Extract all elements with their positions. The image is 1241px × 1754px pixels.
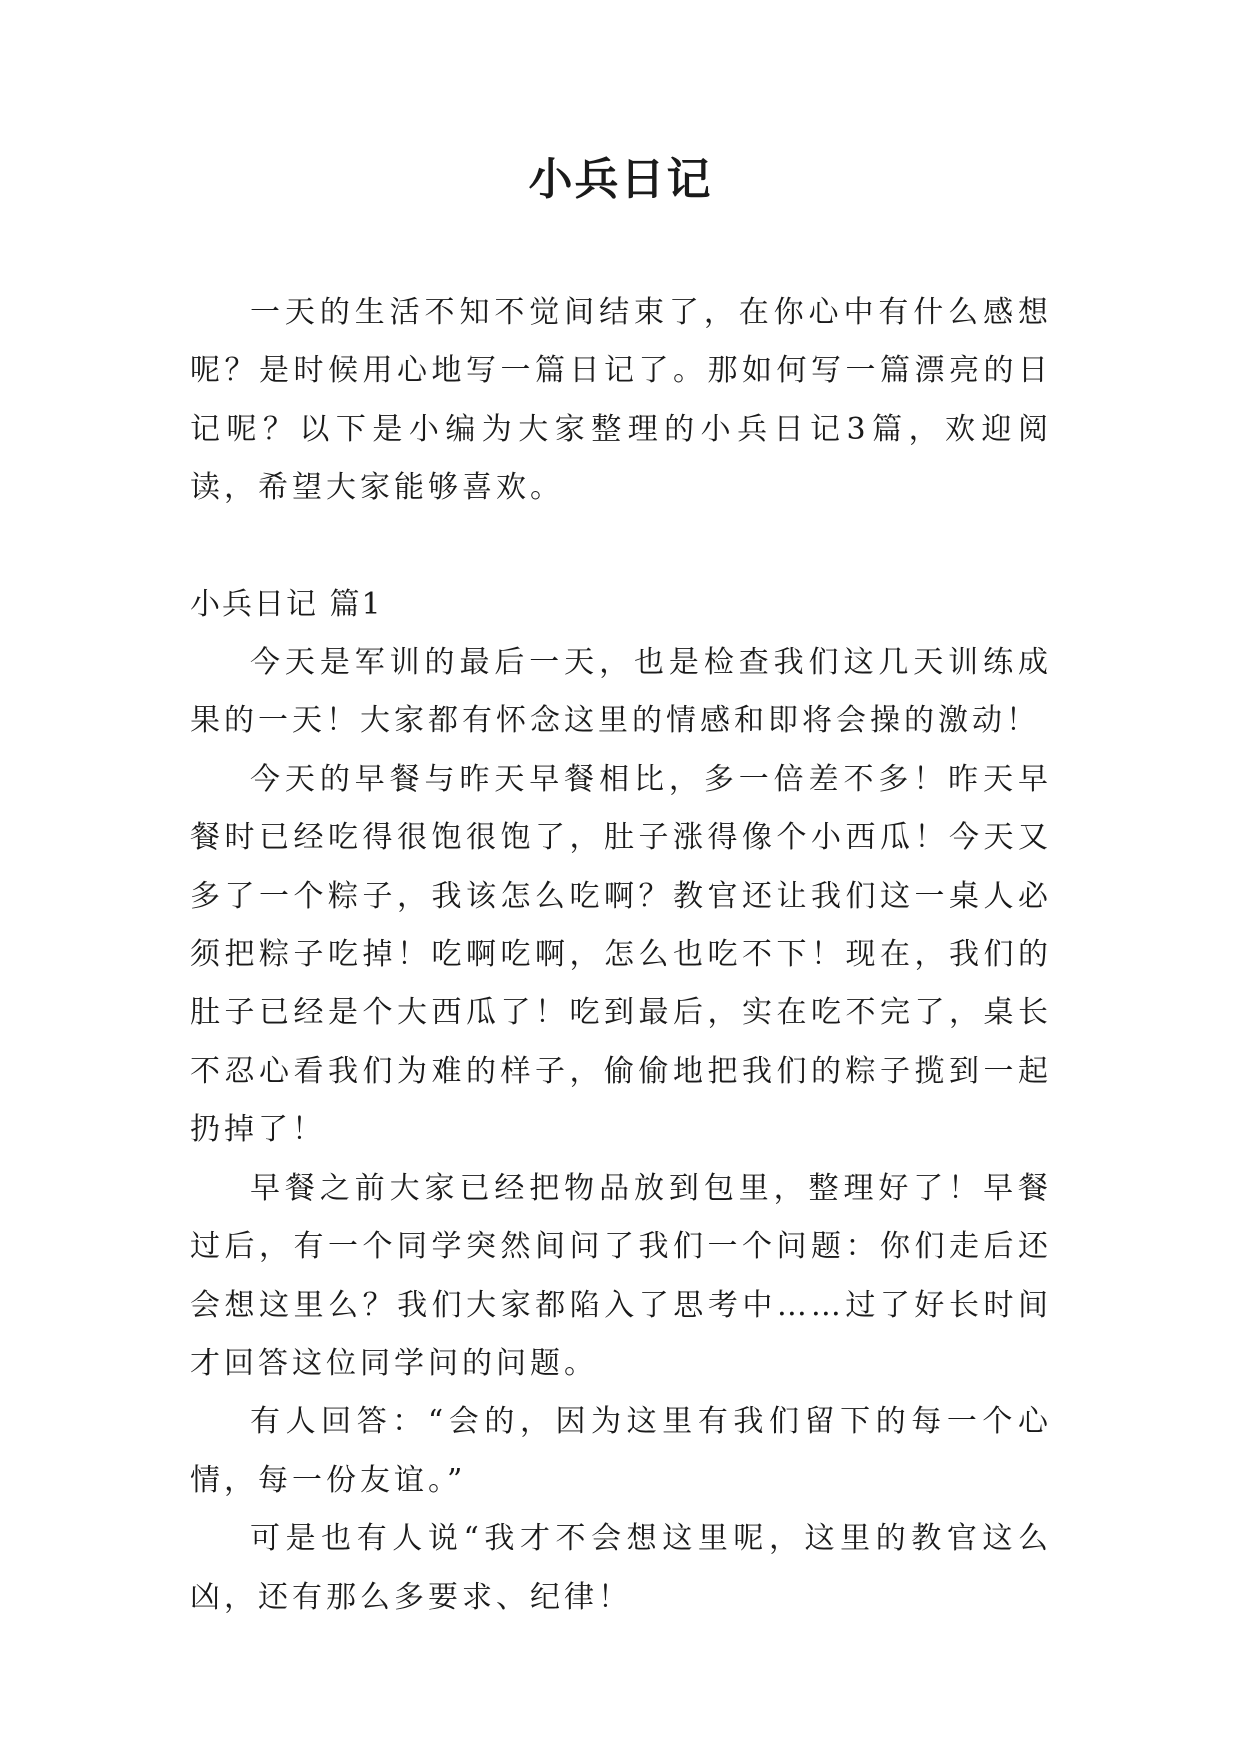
body-paragraph: 今天的早餐与昨天早餐相比，多一倍差不多！昨天早餐时已经吃得很饱很饱了，肚子涨得像个小西瓜！今天又多了一个粽子，我该怎么吃啊？教官还让我们这一桌人必须把粽子吃掉！吃啊吃啊，怎么也吃不下！现在，我们的肚子已经是个大西瓜了！吃到最后，实在吃不完了，桌长不忍心看我们为难的样子，偷偷地把我们的粽子揽到一起扔掉了！: [190, 761, 1052, 1148]
section-heading: 小兵日记 篇1: [190, 586, 383, 622]
body-paragraph: 今天是军训的最后一天，也是检查我们这几天训练成果的一天！大家都有怀念这里的情感和即将会操的激动！: [190, 645, 1052, 739]
intro-paragraph: 一天的生活不知不觉间结束了，在你心中有什么感想呢？是时候用心地写一篇日记了。那如何写一篇漂亮的日记呢？以下是小编为大家整理的小兵日记3篇，欢迎阅读，希望大家能够喜欢。: [190, 295, 1052, 506]
body-paragraph: 可是也有人说“我才不会想这里呢，这里的教官这么凶，还有那么多要求、纪律！: [190, 1521, 1052, 1615]
document-body: [190, 284, 1052, 1627]
body-paragraph: 早餐之前大家已经把物品放到包里，整理好了！早餐过后，有一个同学突然间问了我们一个问题：你们走后还会想这里么？我们大家都陷入了思考中……过了好长时间才回答这位同学问的问题。: [190, 1170, 1052, 1381]
body-paragraph: 有人回答：“会的，因为这里有我们留下的每一个心情，每一份友谊。”: [190, 1404, 1052, 1498]
document-title: 小兵日记: [528, 154, 713, 205]
